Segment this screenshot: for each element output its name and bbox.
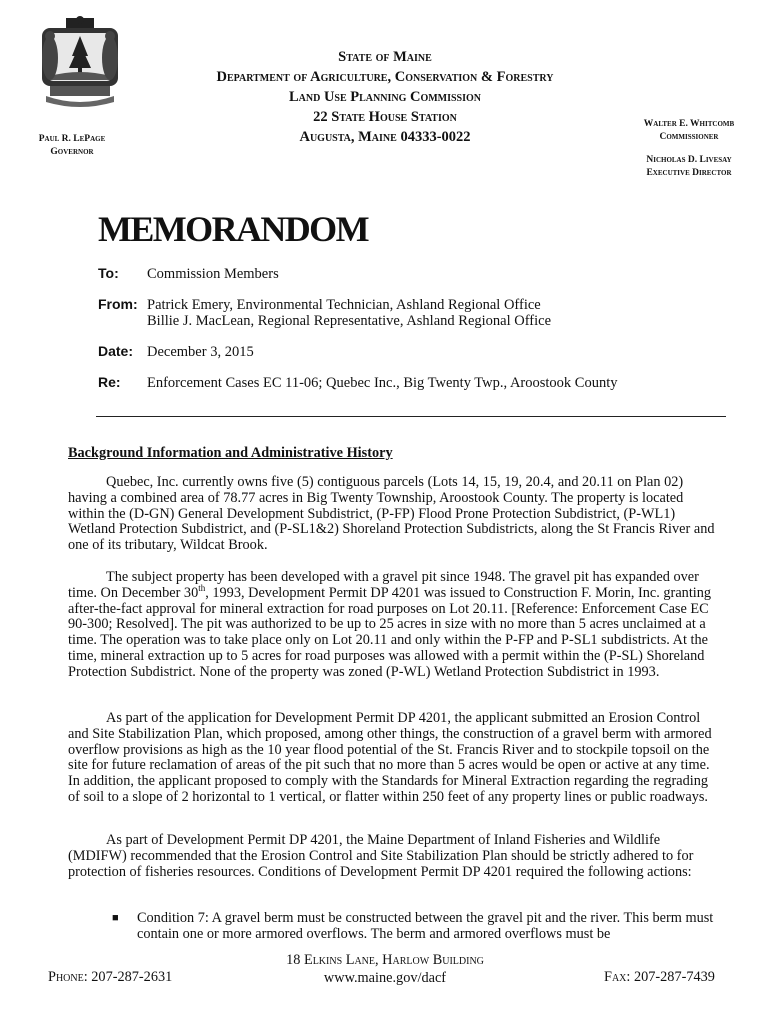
paragraph-2 (68, 570, 720, 681)
from-line-2: Billie J. MacLean, Regional Representative, Ashland Regional Office (147, 313, 552, 329)
to-value: Commission Members (147, 266, 279, 282)
footer-website: www.maine.gov/dacf (323, 970, 447, 986)
governor-block (22, 133, 122, 159)
condition-bullet (112, 911, 717, 943)
paragraph-2-sup: th (198, 583, 206, 594)
date-value: December 3, 2015 (147, 344, 254, 360)
director-title: Executive Director (646, 168, 732, 178)
letterhead-department: Department of Agriculture, Conservation & Forestry (216, 69, 554, 85)
governor-name: Paul R. LePage (38, 134, 106, 144)
bullet-text: Condition 7: A gravel berm must be constructed between the gravel pit and the river. This berm must contain one or more armored overflows. The berm and armored overflows must be (137, 910, 714, 942)
footer-phone: Phone: 207-287-2631 (48, 969, 173, 985)
commissioner-block (630, 118, 748, 144)
letterhead-state: State of Maine (338, 49, 432, 65)
director-name: Nicholas D. Livesay (646, 155, 732, 165)
footer-fax: Fax: 207-287-7439 (604, 969, 715, 985)
re-label: Re: (98, 374, 121, 390)
bullet-icon: ■ (112, 912, 119, 924)
letterhead-station: 22 State House Station (313, 109, 457, 125)
paragraph-1: Quebec, Inc. currently owns five (5) contiguous parcels (Lots 14, 15, 19, 20.4, and 20.11 on Plan 02) having a combined area of 78.77 acres in Big Twenty Township, Aroostook County. The property is located within the (D-GN) General Development Subdistrict, (P-FP) Flood Prone Protection Subdistrict, (P-WL1) Wetland Protection Subdistrict, and (P-SL1&2) Shoreland Protection Subdistricts, along the St Francis River and one of its tributary, Wildcat Brook. (68, 474, 715, 554)
letterhead (150, 47, 620, 147)
memo-title: MEMORANDOM (98, 209, 368, 249)
governor-title: Governor (50, 147, 94, 157)
paragraph-2-a: The subject property has been developed with a gravel pit since 1948. The gravel pit has expanded over time. On December 30 (68, 569, 699, 601)
paragraph-3: As part of the application for Development Permit DP 4201, the applicant submitted an Erosion Control and Site Stabilization Plan, which proposed, among other things, the construction of a gravel berm with armored overflow provisions as high as the 10 year flood potential of the St. Francis River and to stockpile topsoil on the site for future reclamation of areas of the pit such that no more than 5 acres would be open or active at any time. In addition, the applicant proposed to comply with the Standards for Mineral Extraction regarding the regrading of soil to a slope of 2 horizontal to 1 vertical, or flatter within 250 feet of any property lines or public roadways. (68, 710, 712, 805)
commissioner-name: Walter E. Whitcomb (643, 119, 735, 129)
background-heading: Background Information and Administrative History (68, 445, 393, 461)
from-label: From: (98, 296, 138, 312)
commissioner-title: Commissioner (659, 132, 719, 142)
footer-address-block (230, 951, 540, 987)
director-block (630, 154, 748, 180)
letterhead-commission: Land Use Planning Commission (288, 89, 482, 105)
re-value: Enforcement Cases EC 11-06; Quebec Inc., Big Twenty Twp., Aroostook County (147, 375, 618, 391)
paragraph-2-b: , 1993, Development Permit DP 4201 was issued to Construction F. Morin, Inc. granting after-the-fact approval for mineral extraction for road purposes on Lot 20.11. [Reference: Enforcement Case EC 90-300; Resolved]. The pit was authorized to be up to 25 acres in size with no more than 5 acres unclaimed at a time. The operation was to take place only on Lot 20.11 and only within the P-FP and P-SL1 subdistricts. At the time, mineral extraction up to 5 acres for road purposes was allowed with a permit within the (P-SL) Shoreland Protection Subdistrict. None of the property was zoned (P-WL) Wetland Protection Subdistrict in 1993. (68, 584, 712, 680)
divider (96, 416, 726, 417)
to-label: To: (98, 265, 119, 281)
paragraph-4: As part of Development Permit DP 4201, the Maine Department of Inland Fisheries and Wildlife (MDIFW) recommended that the Erosion Control and Site Stabilization Plan should be strictly adhered to for protection of fisheries resources. Conditions of Development Permit DP 4201 required the following actions: (68, 832, 694, 880)
date-label: Date: (98, 343, 134, 359)
letterhead-city: Augusta, Maine 04333-0022 (299, 129, 471, 145)
section-heading (68, 446, 720, 462)
footer-address: 18 Elkins Lane, Harlow Building (286, 952, 484, 968)
state-seal-logo (36, 16, 124, 108)
from-line-1: Patrick Emery, Environmental Technician, Ashland Regional Office (147, 297, 541, 313)
